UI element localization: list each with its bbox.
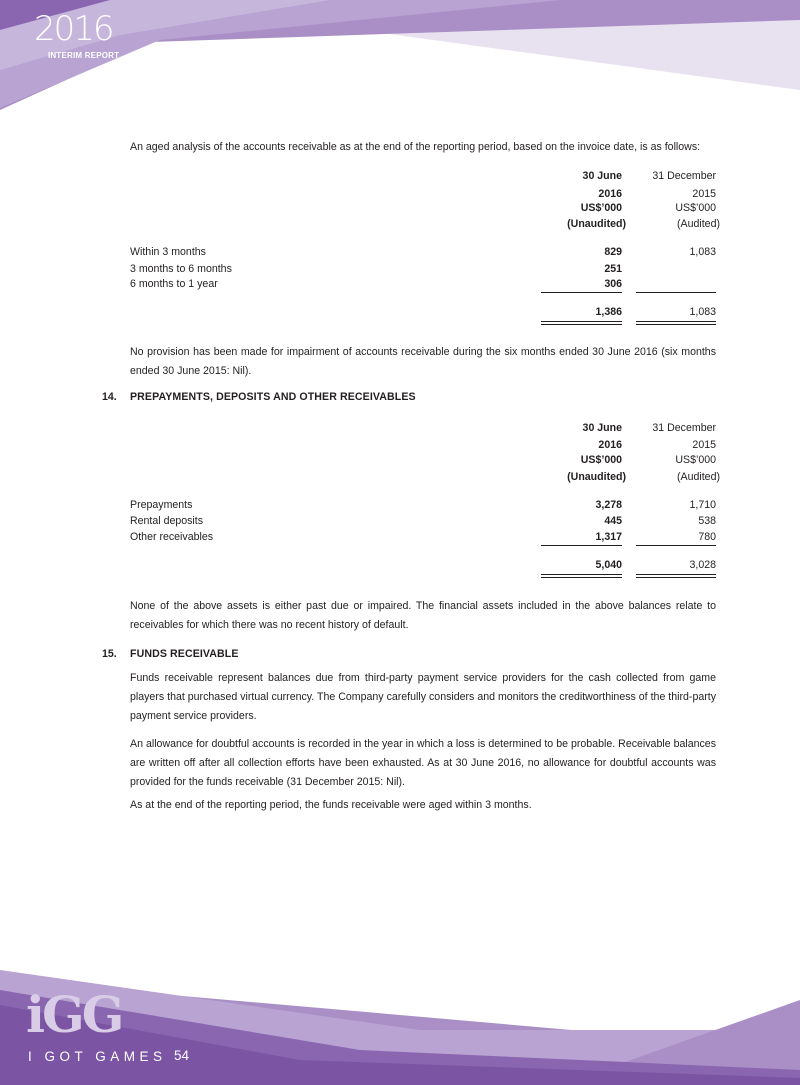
table2-col2-header-1: 31 December (652, 422, 716, 434)
table1-col1-header-1: 30 June (582, 170, 622, 182)
table2-row-value-2015: 1,710 (689, 499, 716, 511)
table2-subtotal-rule (541, 545, 622, 546)
table2-row-value-2016: 1,317 (595, 531, 622, 543)
table2-total-rule (636, 574, 716, 575)
section-14-number: 14. (102, 391, 117, 403)
header-banner (0, 0, 800, 120)
table2-row-value-2015: 780 (698, 531, 716, 543)
table2-col1-header-3: US$’000 (580, 454, 622, 466)
table1-subtotal-rule (541, 292, 622, 293)
section-14-note: None of the above assets is either past due or impaired. The financial assets included in the above balances relate to receivables for which there was no recent history of default. (130, 600, 716, 631)
table2-total-rule (541, 574, 622, 575)
table1-total-rule (636, 324, 716, 325)
section-15-paragraph-2: An allowance for doubtful accounts is recorded in the year in which a loss is determined to be probable. Receivable balances are written off after all collection efforts have been exhausted. As at 30 June 2016, no allowance for doubtful accounts was provided for the funds receivable (31 December 2015: Nil). (130, 738, 716, 788)
company-name: I GOT GAMES (28, 1049, 167, 1064)
table1-col1-header-4: (Unaudited) (567, 218, 626, 230)
table1-total-2015: 1,083 (689, 306, 716, 318)
table1-total-rule (541, 321, 622, 322)
intro-text: An aged analysis of the accounts receivable as at the end of the reporting period, based on the invoice date, is as follows: (130, 141, 701, 153)
table2-total-rule (636, 577, 716, 578)
table2-total-rule (541, 577, 622, 578)
table1-total-rule (541, 324, 622, 325)
section-15-paragraph-3: As at the end of the reporting period, the funds receivable were aged within 3 months. (130, 799, 532, 811)
table1-row-label: 3 months to 6 months (130, 263, 232, 275)
report-label: INTERIM REPORT (48, 51, 120, 60)
section-14-title: PREPAYMENTS, DEPOSITS AND OTHER RECEIVABLES (130, 391, 416, 403)
table1-total-2016: 1,386 (595, 306, 622, 318)
table1-row-value-2016: 251 (604, 263, 622, 275)
section-15-paragraph-1: Funds receivable represent balances due from third-party payment service providers for the cash collected from game players that purchased virtual currency. The Company carefully considers and monitors the creditworthiness of the third-party payment service providers. (130, 672, 716, 722)
section-15-number: 15. (102, 648, 117, 660)
table1-total-rule (636, 321, 716, 322)
table1-col2-header-2: 2015 (692, 188, 716, 200)
header-stripes (0, 0, 800, 120)
table1-row-label: 6 months to 1 year (130, 278, 218, 290)
table2-col2-header-3: US$’000 (675, 454, 716, 466)
table2-col1-header-4: (Unaudited) (567, 471, 626, 483)
table2-row-value-2016: 3,278 (595, 499, 622, 511)
table1-col2-header-3: US$’000 (675, 202, 716, 214)
table1-col2-header-1: 31 December (652, 170, 716, 182)
table1-col1-header-3: US$’000 (580, 202, 622, 214)
table2-row-value-2015: 538 (698, 515, 716, 527)
table1-row-value-2016: 829 (604, 246, 622, 258)
table2-row-value-2016: 445 (604, 515, 622, 527)
table2-total-2015: 3,028 (689, 559, 716, 571)
table1-col1-header-2: 2016 (598, 188, 622, 200)
table2-row-label: Prepayments (130, 499, 193, 511)
section-15-title: FUNDS RECEIVABLE (130, 648, 239, 660)
impairment-note: No provision has been made for impairment of accounts receivable during the six months ended 30 June 2016 (six months ended 30 June 2015: Nil). (130, 346, 716, 377)
table2-col2-header-2: 2015 (692, 439, 716, 451)
page-number: 54 (174, 1048, 190, 1063)
table2-col1-header-1: 30 June (582, 422, 622, 434)
table1-subtotal-rule (636, 292, 716, 293)
table1-row-value-2015: 1,083 (689, 246, 716, 258)
table1-row-value-2016: 306 (604, 278, 622, 290)
table2-col2-header-4: (Audited) (677, 471, 720, 483)
table2-total-2016: 5,040 (595, 559, 622, 571)
table1-col2-header-4: (Audited) (677, 218, 720, 230)
report-year-logo: 2016 (34, 9, 113, 49)
table2-row-label: Rental deposits (130, 515, 204, 527)
igg-logo-mark: iGG (26, 985, 122, 1044)
table2-row-label: Other receivables (130, 531, 214, 543)
table1-row-label: Within 3 months (130, 246, 206, 258)
table2-subtotal-rule (636, 545, 716, 546)
table2-col1-header-2: 2016 (598, 439, 622, 451)
